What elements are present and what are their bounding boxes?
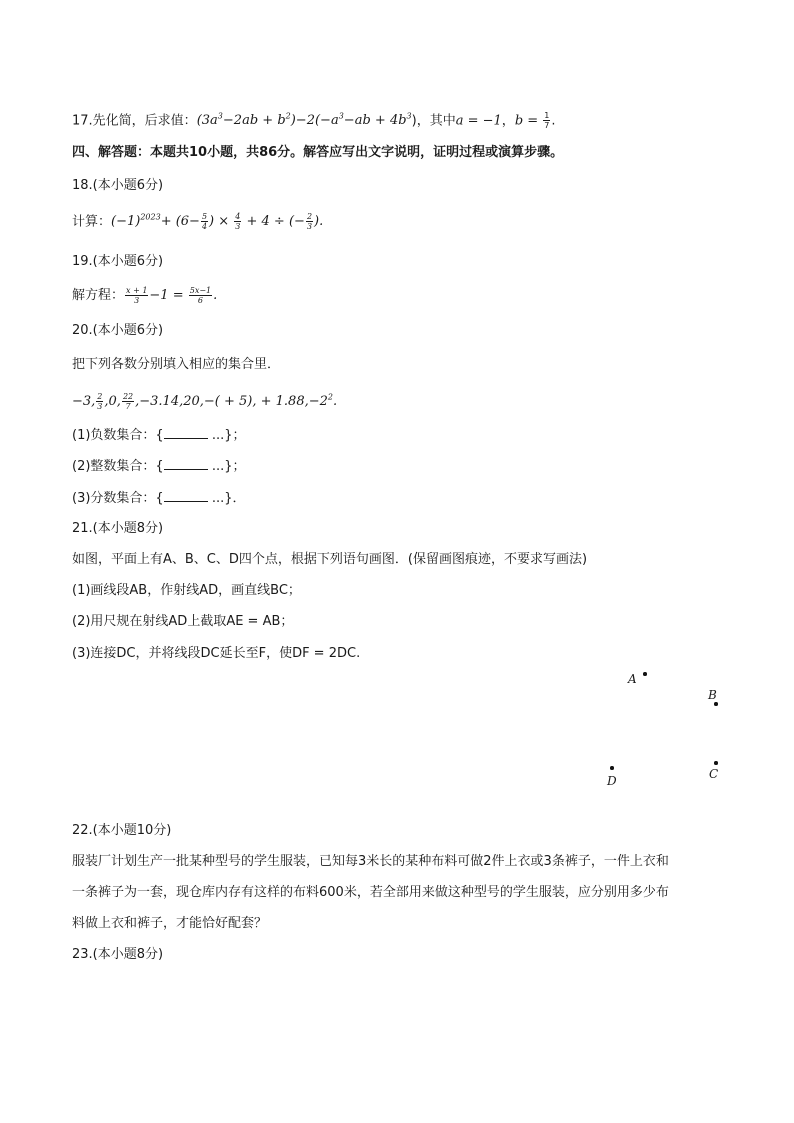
fraction: $\frac{2}{3}$ bbox=[306, 212, 313, 232]
answer-blank[interactable] bbox=[164, 457, 208, 470]
question-20-header: 20.(本小题6分) bbox=[72, 323, 164, 338]
question-21-intro: 如图，平面上有A、B、C、D四个点，根据下列语句画图．(保留画图痕迹，不要求写画法) bbox=[72, 552, 588, 567]
question-20-numbers: −3, $\frac{2}{3}$ ,0, $\frac{22}{7}$ ,−3.14,20,−( + 5), + $1.88,-2^2$. bbox=[72, 392, 338, 412]
question-17: 17.先化简，后求值：$(3a^3-2ab + b^2)-2(-a^3-ab + 4b^3)$，其中a = −1，b = $\frac{1}{7}$ . bbox=[72, 111, 556, 131]
section-heading: 四、解答题：本题共10小题，共86分。解答应写出文字说明，证明过程或演算步骤。 bbox=[72, 145, 564, 160]
fraction: $\frac{5x-1}{6}$ bbox=[189, 286, 212, 305]
question-22-header: 22.(本小题10分) bbox=[72, 823, 172, 838]
point-b-label: B bbox=[708, 688, 717, 702]
fraction: $\frac{5}{4}$ bbox=[201, 212, 208, 232]
q17-condition-b: b = bbox=[514, 113, 543, 129]
question-22-line-3: 料做上衣和裤子，才能恰好配套？ bbox=[72, 916, 268, 931]
question-19-body: 解方程： $\frac{x + 1}{3}$ −1 = $\frac{5x-1}{6}$ . bbox=[72, 286, 218, 305]
point-c-label: C bbox=[709, 767, 719, 781]
answer-blank[interactable] bbox=[164, 426, 208, 439]
question-21-step-1: (1)画线段AB，作射线AD，画直线BC； bbox=[72, 583, 301, 598]
answer-blank[interactable] bbox=[164, 489, 208, 502]
fraction: $\frac{22}{7}$ bbox=[122, 392, 134, 412]
negative-set-line: (1)负数集合：{ ...}； bbox=[72, 428, 246, 443]
integer-set-line: (2)整数集合：{ ...}； bbox=[72, 459, 246, 474]
point-c-dot bbox=[714, 761, 718, 765]
fraction-set-line: (3)分数集合：{ ...}． bbox=[72, 491, 246, 506]
q17-condition-a: a = −1 bbox=[455, 113, 502, 129]
point-a-dot bbox=[643, 672, 647, 676]
question-18-body: 计算：$(-1)^{2023}+ (6-$ $\frac{5}{4}$ ) × $\frac{4}{3}$ + 4 ÷ (− $\frac{2}{3}$ ). bbox=[72, 212, 324, 232]
question-21-header: 21.(本小题8分) bbox=[72, 521, 164, 536]
fraction: $\frac{x + 1}{3}$ bbox=[126, 286, 148, 305]
point-b-dot bbox=[714, 702, 718, 706]
question-18-header: 18.(本小题6分) bbox=[72, 178, 164, 193]
point-a-label: A bbox=[628, 672, 637, 686]
question-21-step-3: (3)连接DC，并将线段DC延长至F，使DF = 2DC. bbox=[72, 646, 361, 661]
point-d-label: D bbox=[607, 774, 617, 788]
question-20-intro: 把下列各数分别填入相应的集合里． bbox=[72, 357, 281, 372]
question-23-header: 23.(本小题8分) bbox=[72, 947, 164, 962]
question-21-step-2: (2)用尺规在射线AD上截取AE = AB； bbox=[72, 614, 294, 629]
point-d-dot bbox=[610, 766, 614, 770]
fraction: $\frac{4}{3}$ bbox=[235, 212, 241, 232]
q17-expression: $(3a^3-2ab + b^2)-2(-a^3-ab + 4b^3$ bbox=[196, 112, 412, 129]
question-22-line-1: 服装厂计划生产一批某种型号的学生服装，已知每3米长的某种布料可做2件上衣或3条裤子，一件上衣和 bbox=[72, 854, 669, 869]
fraction: $\frac{2}{3}$ bbox=[97, 392, 103, 412]
fraction: $\frac{1}{7}$ bbox=[544, 111, 550, 131]
question-19-header: 19.(本小题6分) bbox=[72, 254, 164, 269]
question-22-line-2: 一条裤子为一套，现仓库内存有这样的布料600米，若全部用来做这种型号的学生服装，应分别用多少布 bbox=[72, 885, 669, 900]
